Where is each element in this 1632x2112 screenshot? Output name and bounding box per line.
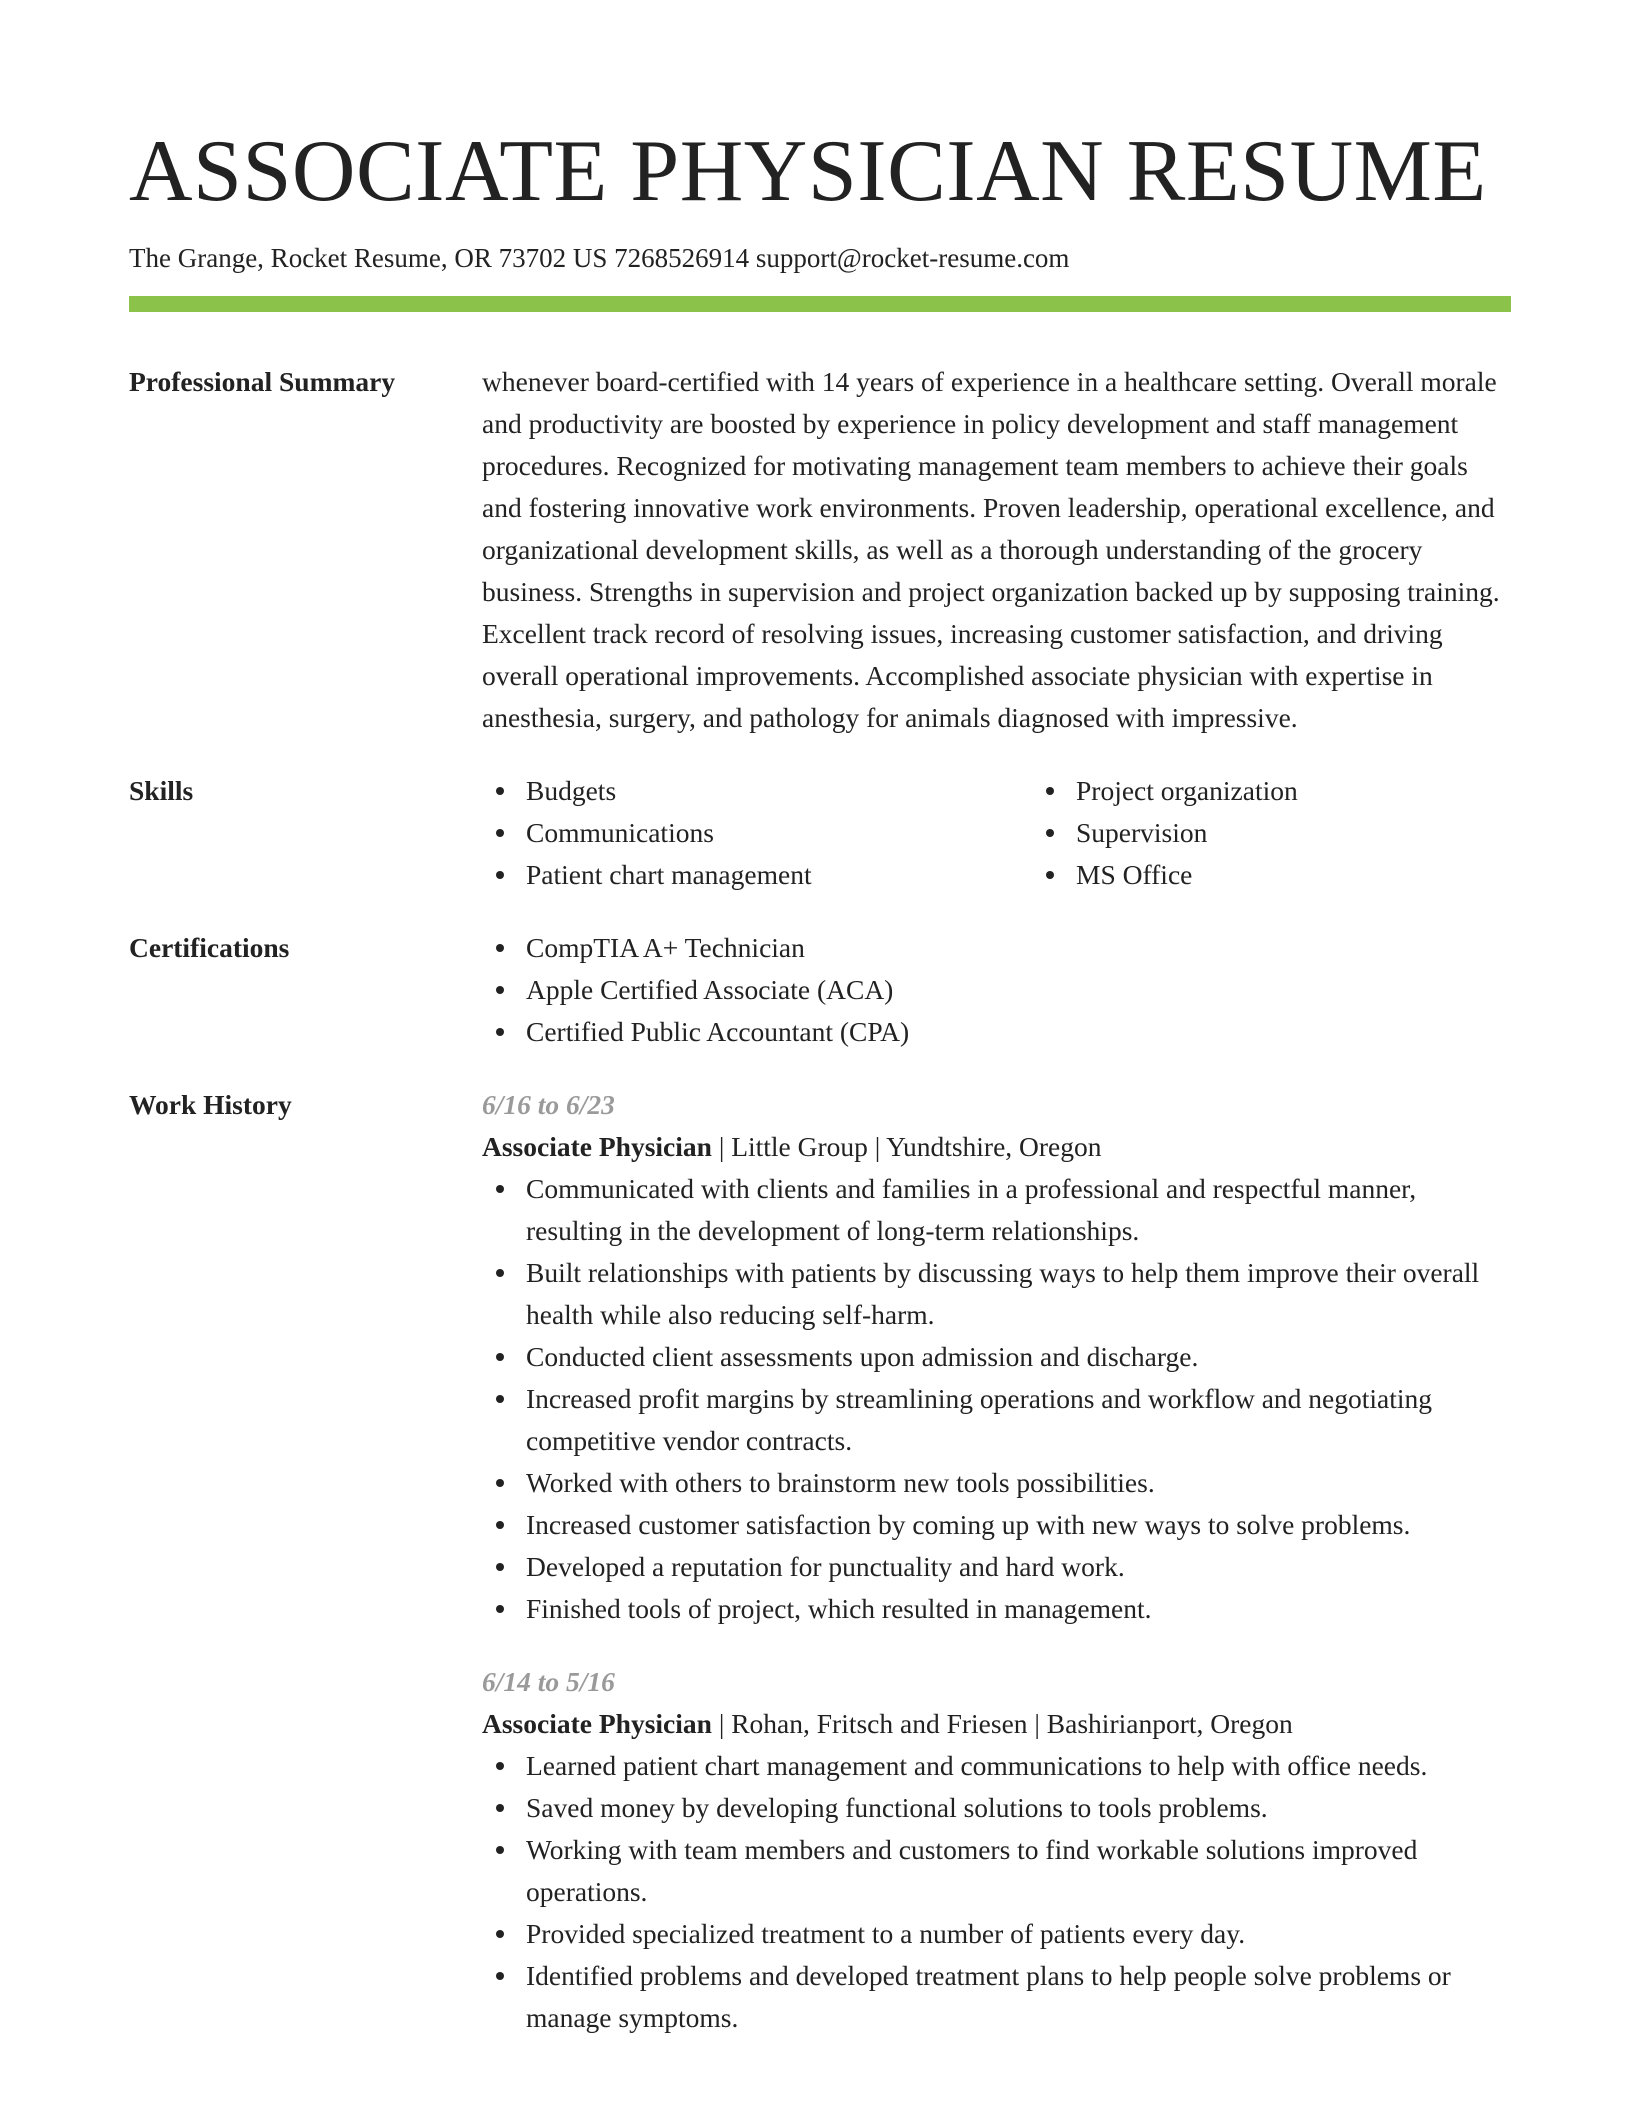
work-history-label: Work History <box>129 1089 292 1120</box>
job-bullet: Saved money by developing functional solutions to tools problems. <box>526 1787 1511 1829</box>
summary-label: Professional Summary <box>129 366 396 397</box>
job-dates: 6/14 to 5/16 <box>482 1666 615 1697</box>
certifications-list <box>482 927 1511 1053</box>
skill-item: Patient chart management <box>526 854 1032 896</box>
skills-list-left <box>482 770 1032 896</box>
skills-grid <box>482 770 1582 896</box>
certifications-section <box>129 927 1511 1053</box>
job-bullet: Increased profit margins by streamlining operations and workflow and negotiating competitive vendor contracts. <box>526 1378 1511 1462</box>
job-bullet: Worked with others to brainstorm new tools possibilities. <box>526 1462 1511 1504</box>
skill-item: MS Office <box>1076 854 1582 896</box>
contact-line: The Grange, Rocket Resume, OR 73702 US 7268526914 support@rocket-resume.com <box>129 243 1070 273</box>
job-title: Associate Physician <box>482 1131 712 1162</box>
job-bullet: Identified problems and developed treatment plans to help people solve problems or manage symptoms. <box>526 1955 1511 2039</box>
job-bullets <box>482 1745 1511 2039</box>
skills-section <box>129 770 1511 896</box>
job-heading <box>482 1703 1511 1745</box>
summary-text: whenever board-certified with 14 years of experience in a healthcare setting. Overall morale and productivity are boosted by experience in policy development and staff management procedures. Recognized for motivating management team members to achieve their goals and fostering innovative work environments. Proven leadership, operational excellence, and organizational development skills, as well as a thorough understanding of the grocery business. Strengths in supervision and project organization backed up by supposing training. Excellent track record of resolving issues, increasing customer satisfaction, and driving overall operational improvements. Accomplished associate physician with expertise in anesthesia, surgery, and pathology for animals diagnosed with impressive. <box>482 366 1500 733</box>
skill-item: Project organization <box>1076 770 1582 812</box>
skill-item: Communications <box>526 812 1032 854</box>
job-heading <box>482 1126 1511 1168</box>
job-entry <box>482 1661 1511 2039</box>
job-bullet: Provided specialized treatment to a number of patients every day. <box>526 1913 1511 1955</box>
job-bullets <box>482 1168 1511 1630</box>
summary-section <box>129 361 1511 739</box>
job-bullet: Built relationships with patients by discussing ways to help them improve their overall health while also reducing self-harm. <box>526 1252 1511 1336</box>
job-bullet: Developed a reputation for punctuality and hard work. <box>526 1546 1511 1588</box>
skills-list-right <box>1032 770 1582 896</box>
skills-label: Skills <box>129 775 194 806</box>
job-dates: 6/16 to 6/23 <box>482 1089 615 1120</box>
job-bullet: Conducted client assessments upon admission and discharge. <box>526 1336 1511 1378</box>
accent-divider <box>129 296 1511 312</box>
resume-title: ASSOCIATE PHYSICIAN RESUME <box>129 123 1487 220</box>
job-details: | Little Group | Yundtshire, Oregon <box>711 1131 1102 1162</box>
job-bullet: Working with team members and customers to find workable solutions improved operations. <box>526 1829 1511 1913</box>
certifications-label: Certifications <box>129 932 290 963</box>
certification-item: CompTIA A+ Technician <box>526 927 1511 969</box>
job-bullet: Learned patient chart management and communications to help with office needs. <box>526 1745 1511 1787</box>
job-entry <box>482 1084 1511 1630</box>
job-bullet: Finished tools of project, which resulted in management. <box>526 1588 1511 1630</box>
job-bullet: Increased customer satisfaction by coming up with new ways to solve problems. <box>526 1504 1511 1546</box>
certification-item: Apple Certified Associate (ACA) <box>526 969 1511 1011</box>
job-title: Associate Physician <box>482 1708 712 1739</box>
job-details: | Rohan, Fritsch and Friesen | Bashirianport, Oregon <box>711 1708 1293 1739</box>
work-history-section <box>129 1084 1511 2039</box>
skill-item: Budgets <box>526 770 1032 812</box>
certification-item: Certified Public Accountant (CPA) <box>526 1011 1511 1053</box>
job-bullet: Communicated with clients and families in a professional and respectful manner, resulting in the development of long-term relationships. <box>526 1168 1511 1252</box>
skill-item: Supervision <box>1076 812 1582 854</box>
